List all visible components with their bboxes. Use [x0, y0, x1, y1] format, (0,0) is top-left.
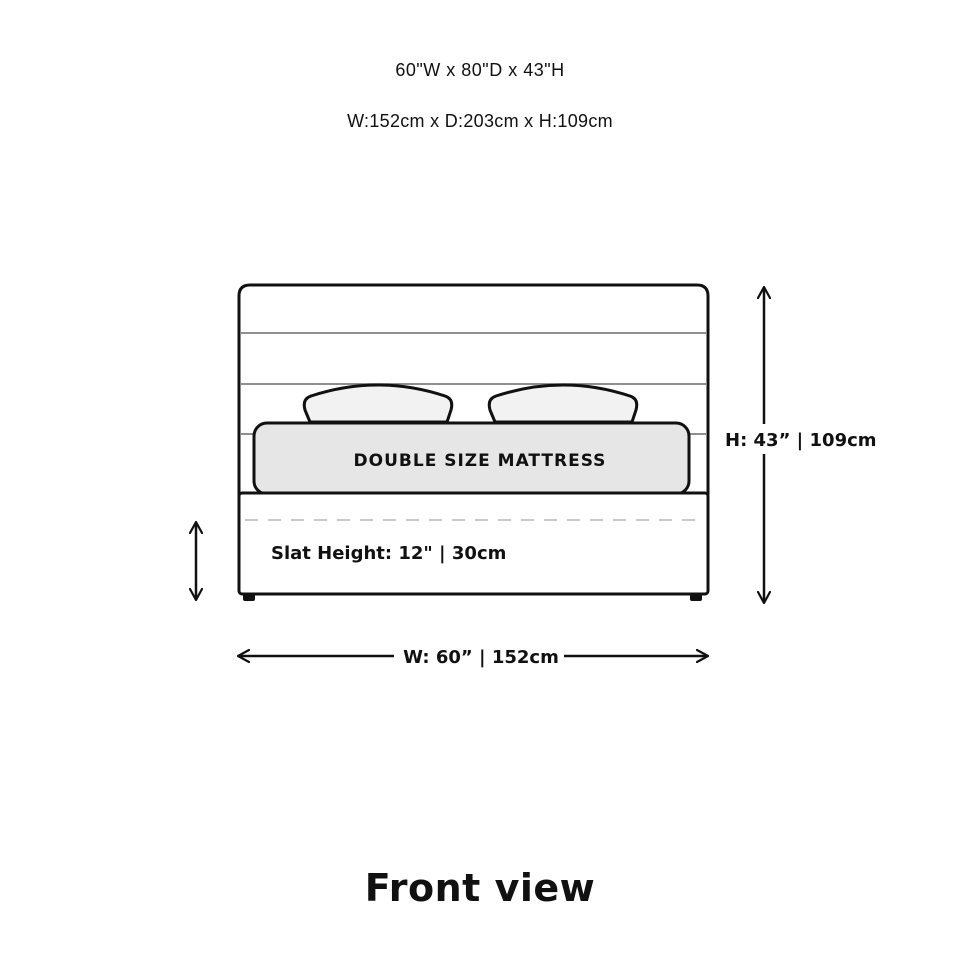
bed-foot-right — [690, 594, 702, 601]
pillow-right — [489, 385, 637, 422]
pillow-left — [304, 385, 452, 422]
metric-dimensions: W:152cm x D:203cm x H:109cm — [347, 111, 613, 131]
bed-foot-left — [243, 594, 255, 601]
slat-height-label: Slat Height: 12" | 30cm — [271, 543, 507, 564]
view-title: Front view — [364, 866, 596, 910]
height-label: H: 43” | 109cm — [725, 430, 877, 451]
width-label: W: 60” | 152cm — [403, 647, 559, 668]
mattress-label: DOUBLE SIZE MATTRESS — [353, 451, 607, 471]
imperial-dimensions: 60"W x 80"D x 43"H — [395, 60, 565, 80]
